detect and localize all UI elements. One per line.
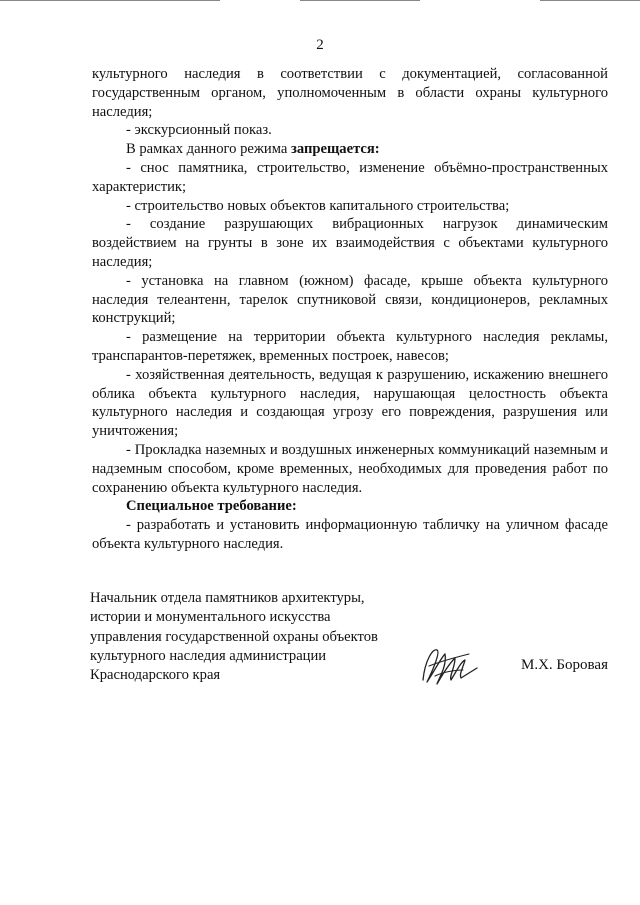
paragraph [92,328,608,366]
paragraph [92,497,608,516]
signatory-title-line: истории и монументального искусства [90,609,331,626]
signatory-title-line: культурного наследия администрации [90,647,327,664]
scan-edge-line [0,0,220,1]
paragraph-bold-text: Специальное требование: [126,498,297,515]
scan-edge-line [300,0,420,1]
paragraph [92,215,608,271]
paragraph [92,441,608,497]
paragraph-text: - размещение на территории объекта культурного наследия рекламы, транспарантов-перетяжек, временных построек, навесов; [92,329,608,364]
signatory-title-line: Краснодарского края [90,667,221,684]
paragraph [92,65,608,121]
paragraph-text: - снос памятника, строительство, изменение объёмно-пространственных характеристик; [92,159,608,195]
scan-edge-line [540,0,640,1]
paragraph [92,159,608,197]
paragraph-text: - экскурсионный показ. [126,122,272,139]
paragraph-text: - хозяйственная деятельность, ведущая к разрушению, искажению внешнего облика объекта культурного наследия, нарушающая целостность объекта культурного наследия и создающая угрозу его повреждения, разрушения или уничтожения; [92,366,608,440]
signer-name: М.Х. Боровая [521,657,608,673]
paragraph-text: - разработать и установить информационную табличку на уличном фасаде объекта культурного наследия. [92,517,608,552]
paragraph-text: В рамках данного режима [126,141,291,158]
document-body [92,65,608,554]
signatory-title [90,589,378,685]
page-number: 2 [316,37,324,53]
paragraph-text: культурного наследия в соответствии с документацией, согласованной государственным органом, уполномоченным в области охраны культурного наследия; [92,66,608,120]
signature-icon [415,640,485,690]
paragraph-text: - строительство новых объектов капитального строительства; [126,197,510,214]
paragraph [92,140,608,159]
paragraph [92,366,608,441]
paragraph [92,516,608,554]
signatory-title-line: управления государственной охраны объектов [90,628,378,645]
paragraph [92,197,608,216]
signatory-title-line: Начальник отдела памятников архитектуры, [90,590,365,606]
paragraph-text: - создание разрушающих вибрационных нагрузок динамическим воздействием на грунты в зоне их взаимодействия с объектами культурного наследия; [92,216,608,270]
paragraph [92,272,608,328]
paragraph-text: - установка на главном (южном) фасаде, крыше объекта культурного наследия телеантенн, тарелок спутниковой связи, кондиционеров, рекламных конструкций; [92,272,608,327]
paragraph-text: - Прокладка наземных и воздушных инженерных коммуникаций наземным и надземным способом, кроме временных, необходимых для проведения работ по сохранению объекта культурного наследия. [92,441,608,496]
paragraph [92,121,608,140]
paragraph-bold-text: запрещается: [291,141,380,158]
